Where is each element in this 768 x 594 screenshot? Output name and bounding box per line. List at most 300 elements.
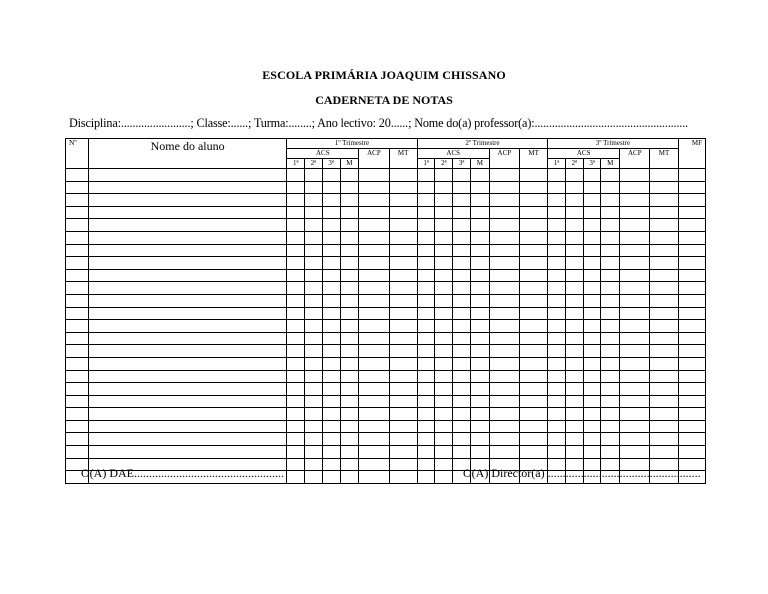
grade-cell xyxy=(620,408,650,421)
grade-cell xyxy=(489,231,519,244)
grade-cell xyxy=(359,408,389,421)
grade-cell xyxy=(548,294,566,307)
assessment-subheader: 3ª xyxy=(322,159,340,169)
grade-cell xyxy=(287,332,305,345)
student-name-cell xyxy=(88,231,286,244)
grade-cell xyxy=(548,244,566,257)
grade-cell xyxy=(359,169,389,182)
grade-cell xyxy=(287,244,305,257)
grade-cell xyxy=(650,231,678,244)
grade-cell xyxy=(470,345,489,358)
grade-cell xyxy=(520,206,548,219)
grade-cell xyxy=(678,446,705,459)
grade-cell xyxy=(435,395,453,408)
grade-cell xyxy=(435,408,453,421)
grade-cell xyxy=(322,282,340,295)
grade-cell xyxy=(565,345,583,358)
grade-cell xyxy=(548,169,566,182)
grade-cell xyxy=(470,269,489,282)
grade-cell xyxy=(417,357,435,370)
student-name-cell xyxy=(88,257,286,270)
grade-cell xyxy=(305,320,323,333)
grade-cell xyxy=(520,244,548,257)
grade-cell xyxy=(287,307,305,320)
grade-cell xyxy=(305,458,323,471)
student-name-cell xyxy=(88,395,286,408)
grade-cell xyxy=(340,269,359,282)
grade-cell xyxy=(322,231,340,244)
grade-cell xyxy=(620,370,650,383)
grade-cell xyxy=(601,332,620,345)
grade-cell xyxy=(340,181,359,194)
table-row xyxy=(66,446,706,459)
grade-cell xyxy=(287,408,305,421)
grade-cell xyxy=(678,244,705,257)
grade-cell xyxy=(453,320,471,333)
grades-table xyxy=(65,138,706,484)
grade-cell xyxy=(417,458,435,471)
grade-cell xyxy=(322,194,340,207)
grade-cell xyxy=(453,345,471,358)
grade-cell xyxy=(66,420,89,433)
grade-cell xyxy=(583,370,601,383)
grade-cell xyxy=(650,169,678,182)
acp-header: ACP xyxy=(620,149,650,169)
grade-cell xyxy=(620,420,650,433)
grade-cell xyxy=(548,420,566,433)
grade-cell xyxy=(389,294,417,307)
grade-cell xyxy=(359,294,389,307)
grade-cell xyxy=(305,169,323,182)
grade-cell xyxy=(489,446,519,459)
grade-cell xyxy=(287,446,305,459)
grade-cell xyxy=(583,282,601,295)
grade-cell xyxy=(340,357,359,370)
grade-cell xyxy=(340,332,359,345)
grade-cell xyxy=(66,383,89,396)
grade-cell xyxy=(565,370,583,383)
grade-cell xyxy=(601,206,620,219)
grade-cell xyxy=(287,206,305,219)
mt-header: MT xyxy=(520,149,548,169)
grade-cell xyxy=(66,181,89,194)
grade-cell xyxy=(322,383,340,396)
grade-cell xyxy=(650,395,678,408)
grade-cell xyxy=(548,395,566,408)
grade-cell xyxy=(548,231,566,244)
grade-cell xyxy=(359,433,389,446)
grade-cell xyxy=(435,244,453,257)
grade-cell xyxy=(678,206,705,219)
grade-cell xyxy=(520,446,548,459)
trimester-header: 2º Trimestre xyxy=(417,139,547,149)
assessment-subheader: 2ª xyxy=(435,159,453,169)
grade-cell xyxy=(620,219,650,232)
grade-cell xyxy=(417,395,435,408)
grade-cell xyxy=(389,420,417,433)
grade-cell xyxy=(359,332,389,345)
grade-cell xyxy=(470,181,489,194)
grade-cell xyxy=(565,231,583,244)
grade-cell xyxy=(287,345,305,358)
grade-cell xyxy=(66,408,89,421)
grade-cell xyxy=(565,219,583,232)
grade-cell xyxy=(565,181,583,194)
assessment-subheader: 1ª xyxy=(287,159,305,169)
grade-cell xyxy=(620,383,650,396)
grade-cell xyxy=(287,231,305,244)
grade-cell xyxy=(305,408,323,421)
grade-cell xyxy=(435,231,453,244)
grade-cell xyxy=(389,446,417,459)
grade-cell xyxy=(305,294,323,307)
grade-cell xyxy=(678,408,705,421)
grade-cell xyxy=(678,395,705,408)
assessment-subheader: 1ª xyxy=(417,159,435,169)
grade-cell xyxy=(305,231,323,244)
grade-cell xyxy=(453,206,471,219)
table-row xyxy=(66,357,706,370)
table-row xyxy=(66,169,706,182)
grade-cell xyxy=(601,420,620,433)
grade-cell xyxy=(583,294,601,307)
grade-cell xyxy=(417,383,435,396)
grade-cell xyxy=(678,307,705,320)
grade-cell xyxy=(601,395,620,408)
grade-cell xyxy=(389,269,417,282)
grade-cell xyxy=(435,269,453,282)
grade-cell xyxy=(601,244,620,257)
grade-cell xyxy=(620,282,650,295)
grade-cell xyxy=(601,231,620,244)
grade-cell xyxy=(520,282,548,295)
grade-cell xyxy=(340,257,359,270)
table-row xyxy=(66,269,706,282)
grade-cell xyxy=(435,345,453,358)
grade-cell xyxy=(305,357,323,370)
grade-cell xyxy=(359,269,389,282)
grade-cell xyxy=(548,383,566,396)
grade-cell xyxy=(305,471,323,484)
grade-cell xyxy=(435,169,453,182)
grade-cell xyxy=(565,395,583,408)
grade-cell xyxy=(322,420,340,433)
grade-cell xyxy=(435,357,453,370)
grade-cell xyxy=(340,320,359,333)
grade-cell xyxy=(470,433,489,446)
grade-cell xyxy=(287,383,305,396)
grade-cell xyxy=(583,181,601,194)
grade-cell xyxy=(601,408,620,421)
grade-cell xyxy=(340,194,359,207)
grade-cell xyxy=(678,194,705,207)
grade-cell xyxy=(489,269,519,282)
grade-cell xyxy=(548,194,566,207)
grade-cell xyxy=(389,332,417,345)
grade-cell xyxy=(489,206,519,219)
grade-cell xyxy=(389,345,417,358)
grade-cell xyxy=(322,345,340,358)
grade-cell xyxy=(565,282,583,295)
grade-cell xyxy=(389,231,417,244)
table-row xyxy=(66,320,706,333)
grade-cell xyxy=(417,269,435,282)
grade-cell xyxy=(470,408,489,421)
table-row xyxy=(66,282,706,295)
grade-cell xyxy=(520,257,548,270)
grade-cell xyxy=(470,307,489,320)
grade-cell xyxy=(548,269,566,282)
grade-cell xyxy=(650,244,678,257)
grade-cell xyxy=(620,169,650,182)
grade-cell xyxy=(435,370,453,383)
grade-cell xyxy=(489,169,519,182)
grade-cell xyxy=(417,471,435,484)
grade-cell xyxy=(565,383,583,396)
grade-cell xyxy=(453,231,471,244)
grade-cell xyxy=(678,320,705,333)
grade-cell xyxy=(678,345,705,358)
grade-cell xyxy=(489,181,519,194)
grade-cell xyxy=(340,408,359,421)
grade-cell xyxy=(453,370,471,383)
grade-cell xyxy=(417,169,435,182)
grade-cell xyxy=(435,294,453,307)
grade-cell xyxy=(650,320,678,333)
grade-cell xyxy=(66,269,89,282)
grade-cell xyxy=(489,395,519,408)
grade-cell xyxy=(322,257,340,270)
grade-cell xyxy=(583,383,601,396)
grade-cell xyxy=(565,307,583,320)
grade-cell xyxy=(453,219,471,232)
student-name-cell xyxy=(88,357,286,370)
table-row xyxy=(66,307,706,320)
student-name-cell xyxy=(88,383,286,396)
grade-cell xyxy=(435,257,453,270)
grade-cell xyxy=(601,307,620,320)
grade-cell xyxy=(66,194,89,207)
document-title: CADERNETA DE NOTAS xyxy=(315,93,453,107)
grade-cell xyxy=(287,194,305,207)
grade-cell xyxy=(678,433,705,446)
grade-cell xyxy=(565,320,583,333)
grade-cell xyxy=(470,169,489,182)
grade-cell xyxy=(520,345,548,358)
grade-cell xyxy=(453,194,471,207)
grade-cell xyxy=(650,420,678,433)
grade-cell xyxy=(650,219,678,232)
grade-cell xyxy=(470,370,489,383)
grade-cell xyxy=(601,370,620,383)
grade-cell xyxy=(620,257,650,270)
grade-cell xyxy=(66,244,89,257)
grade-cell xyxy=(489,244,519,257)
grade-cell xyxy=(489,294,519,307)
grade-cell xyxy=(548,433,566,446)
grade-cell xyxy=(417,446,435,459)
grade-cell xyxy=(453,446,471,459)
grade-cell xyxy=(620,433,650,446)
grade-cell xyxy=(66,294,89,307)
grade-cell xyxy=(453,294,471,307)
student-name-cell xyxy=(88,194,286,207)
grade-cell xyxy=(340,231,359,244)
grade-cell xyxy=(322,408,340,421)
grade-cell xyxy=(389,458,417,471)
grade-cell xyxy=(678,370,705,383)
grade-cell xyxy=(489,345,519,358)
grade-cell xyxy=(601,219,620,232)
grade-cell xyxy=(548,282,566,295)
grade-cell xyxy=(453,433,471,446)
student-name-cell xyxy=(88,169,286,182)
grade-cell xyxy=(359,257,389,270)
grade-cell xyxy=(620,231,650,244)
grade-cell xyxy=(287,219,305,232)
grade-cell xyxy=(620,395,650,408)
grade-cell xyxy=(520,269,548,282)
grade-cell xyxy=(417,320,435,333)
grade-cell xyxy=(435,446,453,459)
grade-cell xyxy=(650,408,678,421)
grade-cell xyxy=(520,420,548,433)
table-row xyxy=(66,231,706,244)
grade-cell xyxy=(417,194,435,207)
grade-cell xyxy=(620,206,650,219)
assessment-subheader: 3ª xyxy=(583,159,601,169)
grade-cell xyxy=(583,269,601,282)
student-name-cell xyxy=(88,219,286,232)
grade-cell xyxy=(322,307,340,320)
grade-cell xyxy=(453,307,471,320)
grade-cell xyxy=(583,320,601,333)
grade-cell xyxy=(650,332,678,345)
grade-cell xyxy=(305,446,323,459)
grade-cell xyxy=(66,370,89,383)
grade-cell xyxy=(620,307,650,320)
grade-cell xyxy=(305,370,323,383)
grade-cell xyxy=(565,446,583,459)
info-line: Disciplina:........................; Classe:......; Turma:........; Ano lectivo: 20......; Nome do(a) professor(a):..................................................... xyxy=(69,116,688,130)
grade-cell xyxy=(565,269,583,282)
grade-cell xyxy=(287,471,305,484)
grade-cell xyxy=(470,231,489,244)
table-row xyxy=(66,181,706,194)
grade-cell xyxy=(359,357,389,370)
grade-cell xyxy=(322,332,340,345)
grade-cell xyxy=(322,395,340,408)
grade-cell xyxy=(389,169,417,182)
grade-cell xyxy=(548,345,566,358)
grade-cell xyxy=(305,383,323,396)
grade-cell xyxy=(650,206,678,219)
grade-cell xyxy=(435,420,453,433)
grade-cell xyxy=(340,345,359,358)
trimester-header: 1º Trimestre xyxy=(287,139,417,149)
grade-cell xyxy=(489,357,519,370)
acs-header: ACS xyxy=(548,149,620,159)
grade-cell xyxy=(678,181,705,194)
grade-cell xyxy=(322,169,340,182)
acp-header: ACP xyxy=(359,149,389,169)
grade-cell xyxy=(322,458,340,471)
student-name-cell xyxy=(88,269,286,282)
grade-cell xyxy=(340,219,359,232)
column-header-final-average: MF xyxy=(678,139,705,169)
grade-cell xyxy=(601,269,620,282)
grade-cell xyxy=(305,181,323,194)
grade-cell xyxy=(322,320,340,333)
column-header-number: Nº xyxy=(66,139,89,169)
grade-cell xyxy=(287,169,305,182)
grade-cell xyxy=(66,307,89,320)
mt-header: MT xyxy=(389,149,417,169)
grade-cell xyxy=(650,269,678,282)
grade-cell xyxy=(650,446,678,459)
grade-cell xyxy=(305,307,323,320)
grade-cell xyxy=(678,294,705,307)
student-name-cell xyxy=(88,320,286,333)
grade-cell xyxy=(583,395,601,408)
student-name-cell xyxy=(88,446,286,459)
grade-cell xyxy=(417,420,435,433)
grade-cell xyxy=(583,257,601,270)
grade-cell xyxy=(305,194,323,207)
grade-cell xyxy=(489,383,519,396)
grade-cell xyxy=(287,257,305,270)
grade-cell xyxy=(489,282,519,295)
mt-header: MT xyxy=(650,149,678,169)
grade-cell xyxy=(565,433,583,446)
director-signature-line: O(A) Director(a) ................................................... xyxy=(463,466,701,480)
grade-cell xyxy=(66,446,89,459)
grade-cell xyxy=(435,433,453,446)
grade-cell xyxy=(650,181,678,194)
student-name-cell xyxy=(88,307,286,320)
grade-cell xyxy=(359,395,389,408)
grade-cell xyxy=(489,433,519,446)
grade-cell xyxy=(601,257,620,270)
grade-cell xyxy=(287,294,305,307)
table-row xyxy=(66,383,706,396)
grade-cell xyxy=(520,307,548,320)
grade-cell xyxy=(359,383,389,396)
grade-cell xyxy=(340,395,359,408)
grade-cell xyxy=(453,408,471,421)
grade-cell xyxy=(548,357,566,370)
grade-cell xyxy=(305,206,323,219)
grade-cell xyxy=(520,395,548,408)
grade-cell xyxy=(435,206,453,219)
column-header-student-name: Nome do aluno xyxy=(88,139,286,169)
grade-cell xyxy=(548,370,566,383)
grade-cell xyxy=(453,357,471,370)
grade-cell xyxy=(678,169,705,182)
grade-cell xyxy=(489,370,519,383)
grade-cell xyxy=(287,269,305,282)
grade-cell xyxy=(678,269,705,282)
grade-cell xyxy=(678,357,705,370)
grade-cell xyxy=(287,320,305,333)
grade-cell xyxy=(601,181,620,194)
grade-cell xyxy=(287,282,305,295)
grade-cell xyxy=(620,332,650,345)
grade-cell xyxy=(453,332,471,345)
grade-cell xyxy=(66,357,89,370)
grade-cell xyxy=(489,420,519,433)
grade-cell xyxy=(489,219,519,232)
